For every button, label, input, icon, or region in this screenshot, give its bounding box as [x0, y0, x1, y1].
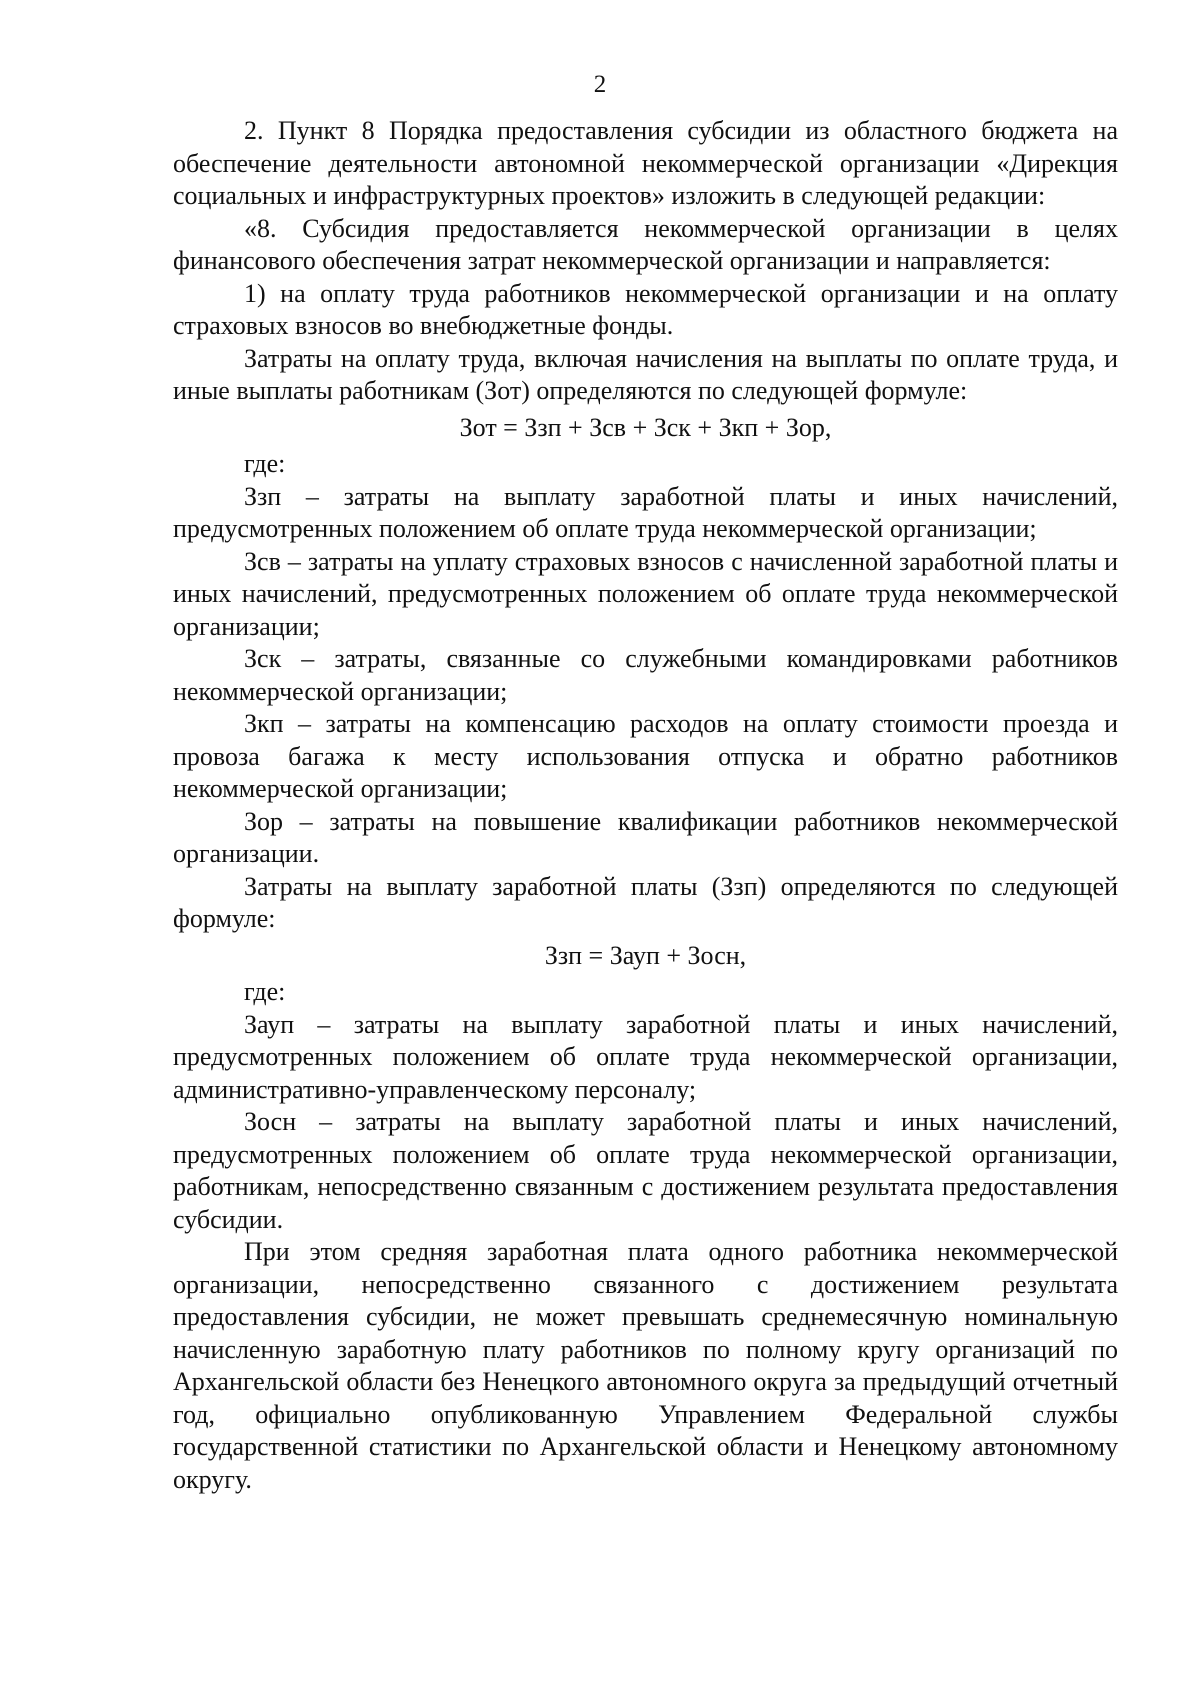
definition-zsk: Зск – затраты, связанные со служебными командировками работников некоммерческой организации; [173, 644, 1118, 706]
paragraph-subitem-1: 1) на оплату труда работников некоммерческой организации и на оплату страховых взносов во внебюджетные фонды. [173, 278, 1118, 340]
formula-zot: Зот = Ззп + Зсв + Зск + Зкп + Зор, [459, 412, 832, 442]
definition-zosn: Зосн – затраты на выплату заработной платы и иных начислений, предусмотренных положением об оплате труда некоммерческой организации, работникам, непосредственно связанным с достижением результата предоставления субсидии. [173, 1107, 1118, 1234]
definition-zzp: Ззп – затраты на выплату заработной платы и иных начислений, предусмотренных положением об оплате труда некоммерческой организации; [173, 481, 1118, 543]
definition-zor: Зор – затраты на повышение квалификации работников некоммерческой организации. [173, 806, 1118, 868]
definition-zkp: Зкп – затраты на компенсацию расходов на оплату стоимости проезда и провоза багажа к месту использования отпуска и обратно работников некоммерческой организации; [173, 709, 1118, 803]
where-label: где: [244, 977, 286, 1006]
document-body [173, 115, 1118, 1496]
formula-zzp: Ззп = Зауп + Зосн, [544, 940, 747, 970]
paragraph-item-2: 2. Пункт 8 Порядка предоставления субсидии из областного бюджета на обеспечение деятельности автономной некоммерческой организации «Дирекция социальных и инфраструктурных проектов» изложить в следующей редакции: [173, 116, 1118, 210]
paragraph-zzp-costs: Затраты на выплату заработной платы (Ззп) определяются по следующей формуле: [173, 871, 1118, 933]
paragraph-labor-costs: Затраты на оплату труда, включая начисления на выплаты по оплате труда, и иные выплаты работникам (Зот) определяются по следующей формуле: [173, 343, 1118, 405]
where-label: где: [244, 449, 286, 478]
page-number: 2 [593, 71, 607, 98]
paragraph-average-salary: При этом средняя заработная плата одного работника некоммерческой организации, непосредственно связанного с достижением результата предоставления субсидии, не может превышать среднемесячную номинальную начисленную заработную плату работников по полному кругу организаций по Архангельской области без Ненецкого автономного округа за предыдущий отчетный год, официально опубликованную Управлением Федеральной службы государственной статистики по Архангельской области и Ненецкому автономному округу. [173, 1237, 1118, 1494]
definition-zsv: Зсв – затраты на уплату страховых взносов с начисленной заработной платы и иных начислений, предусмотренных положением об оплате труда некоммерческой организации; [173, 546, 1118, 641]
definition-zaup: Зауп – затраты на выплату заработной платы и иных начислений, предусмотренных положением об оплате труда некоммерческой организации, административно-управленческому персоналу; [173, 1009, 1118, 1104]
paragraph-item-8: «8. Субсидия предоставляется некоммерческой организации в целях финансового обеспечения затрат некоммерческой организации и направляется: [173, 213, 1118, 275]
